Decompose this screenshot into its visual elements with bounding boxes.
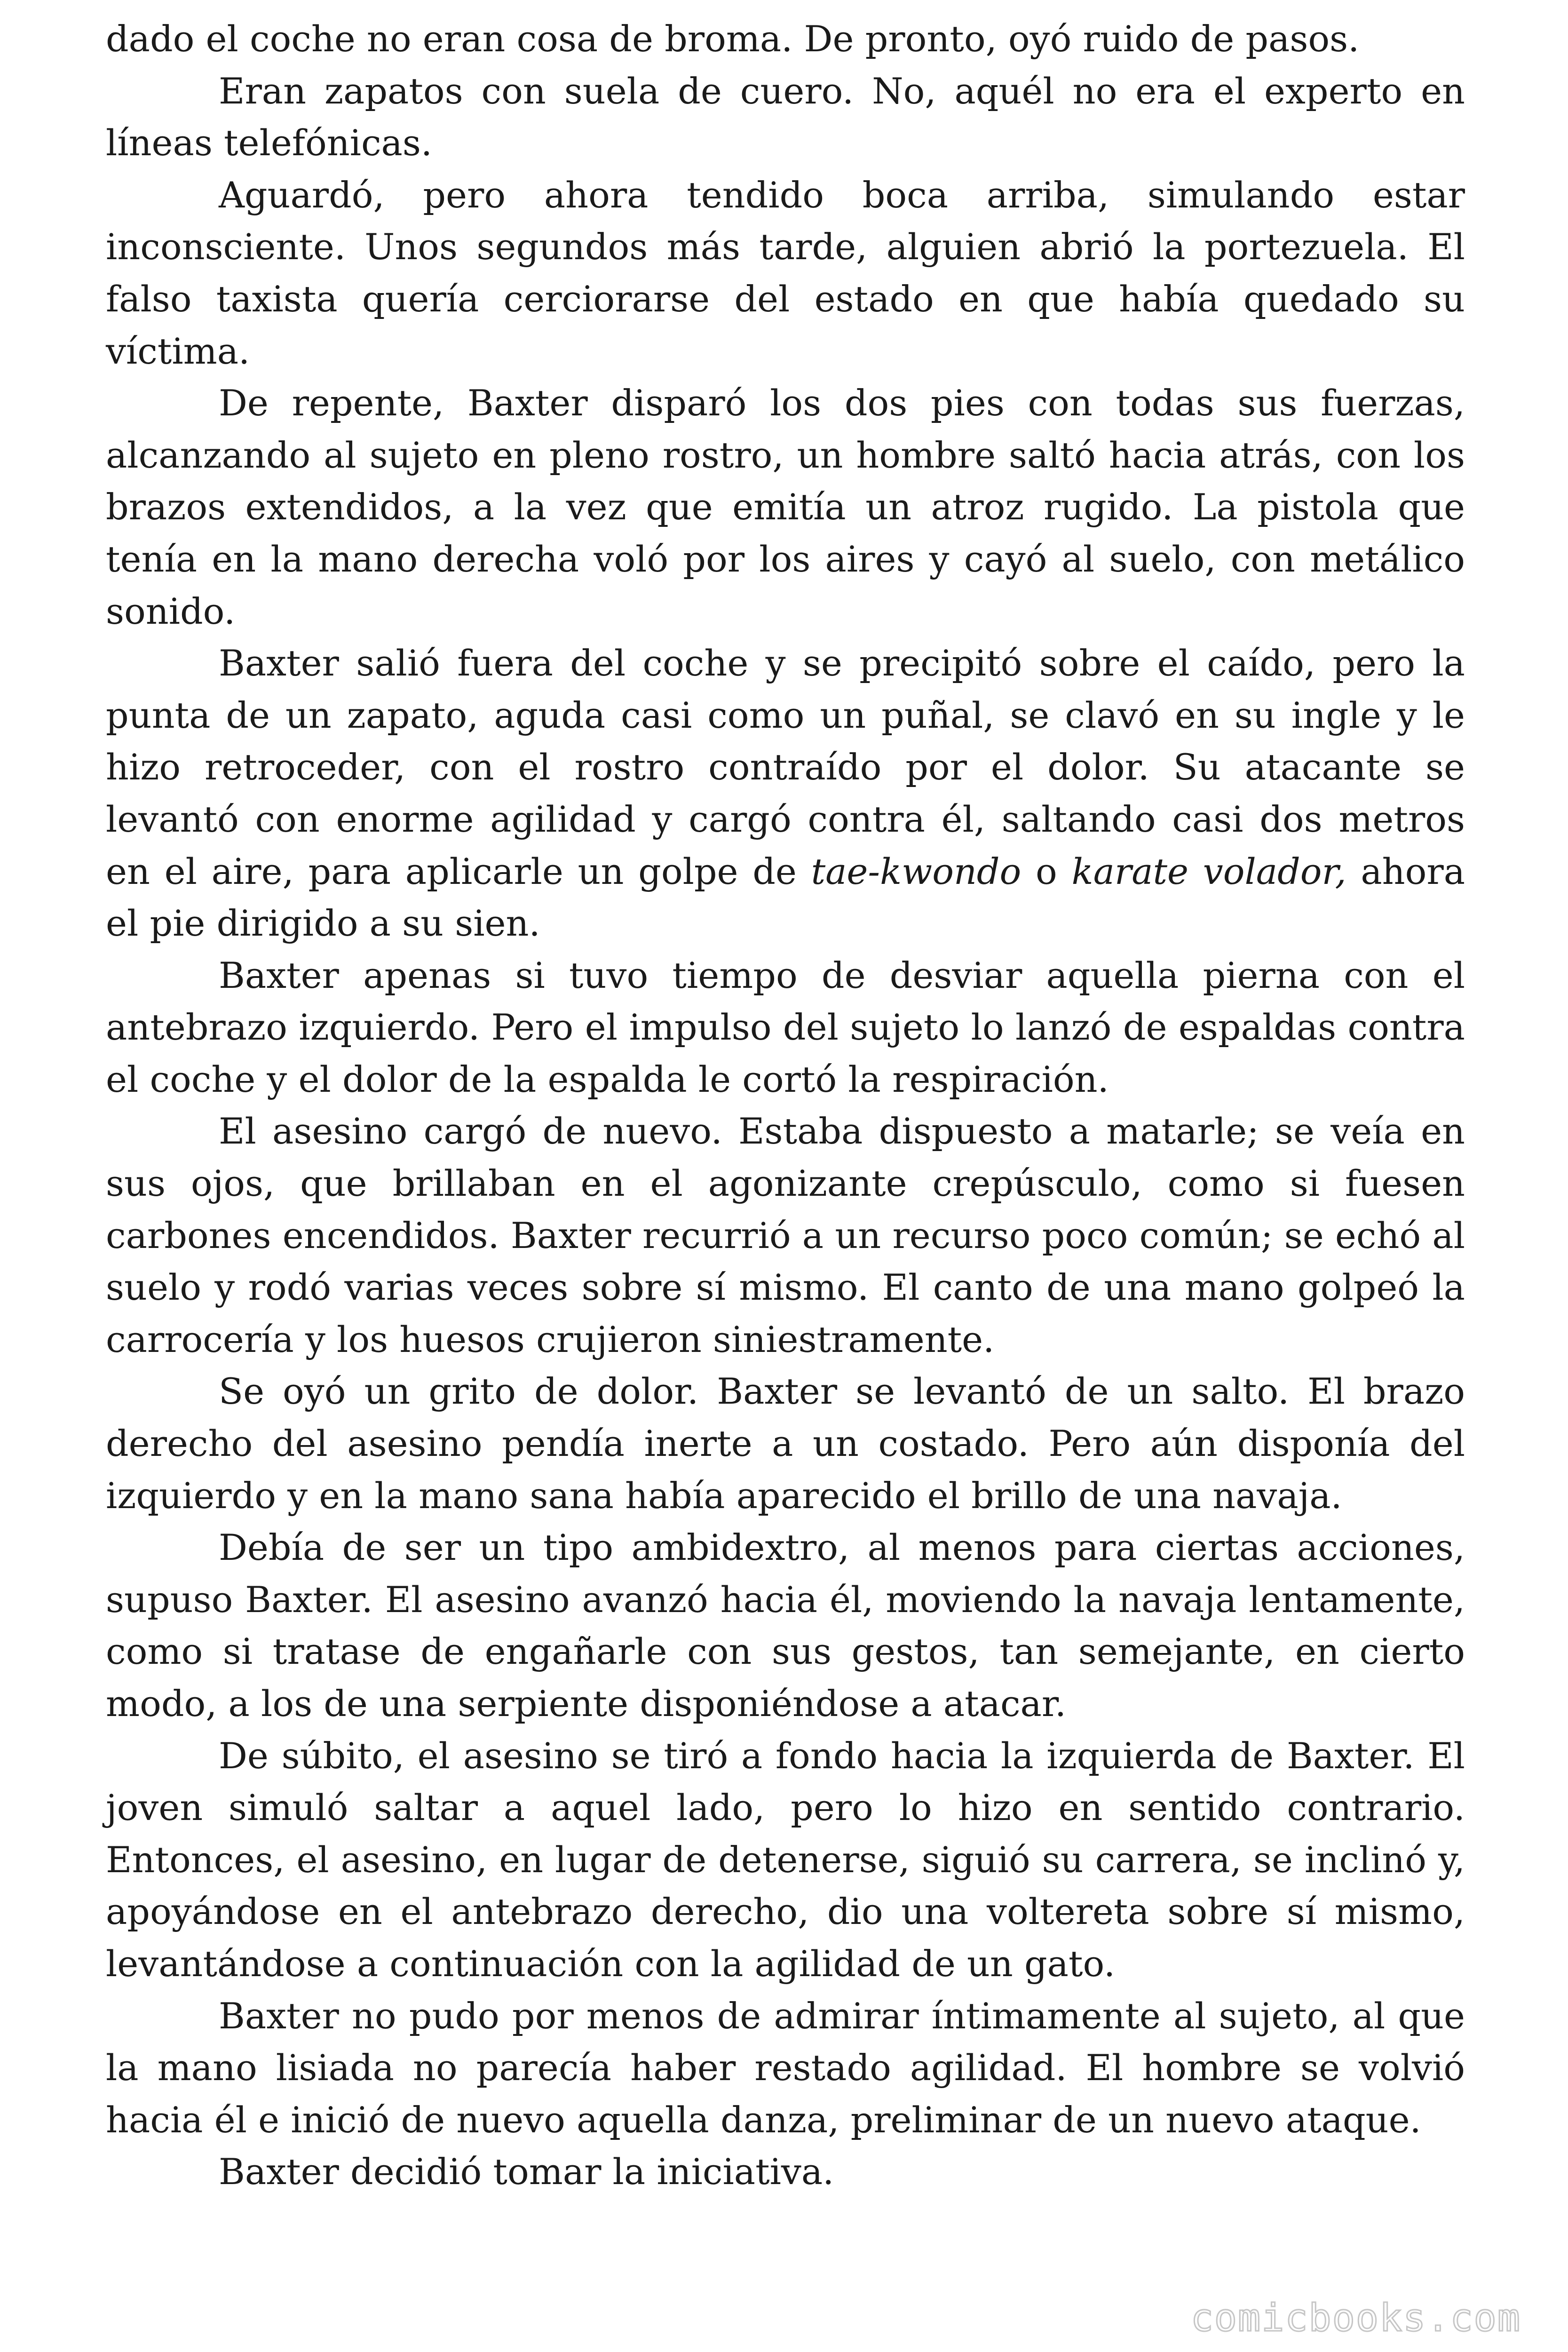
paragraph xyxy=(106,169,1465,377)
text-run: Baxter salió fuera del coche y se precipitó sobre el caído, pero la punta de un zapato, aguda casi como un puñal, se clavó en su ingle y le hizo retroceder, con el rostro contraído por el dolor. Su atacante se levantó con enorme agilidad y cargó contra él, saltando casi dos metros en el aire, para aplicarle un golpe de xyxy=(106,642,1465,892)
text-run: Baxter apenas si tuvo tiempo de desviar aquella pierna con el antebrazo izquierdo. Pero el impulso del sujeto lo lanzó de espaldas contra el coche y el dolor de la espalda le cortó la respiración. xyxy=(106,954,1465,1100)
paragraph xyxy=(106,1730,1465,1990)
text-run: Eran zapatos con suela de cuero. No, aquél no era el experto en líneas telefónicas. xyxy=(106,70,1465,164)
paragraph xyxy=(106,1366,1465,1522)
text-run: Aguardó, pero ahora tendido boca arriba, simulando estar inconsciente. Unos segundos más tarde, alguien abrió la portezuela. El falso taxista quería cerciorarse del estado en que había quedado su víctima. xyxy=(106,174,1465,372)
paragraph xyxy=(106,637,1465,950)
text-run: De repente, Baxter disparó los dos pies con todas sus fuerzas, alcanzando al sujeto en pleno rostro, un hombre saltó hacia atrás, con los brazos extendidos, a la vez que emitía un atroz rugido. La pistola que tenía en la mano derecha voló por los aires y cayó al suelo, con metálico sonido. xyxy=(106,382,1465,632)
paragraph xyxy=(106,1105,1465,1366)
paragraph xyxy=(106,2146,1465,2198)
paragraph xyxy=(106,377,1465,637)
text-run: Baxter no pudo por menos de admirar íntimamente al sujeto, al que la mano lisiada no parecía haber restado agilidad. El hombre se volvió hacia él e inició de nuevo aquella danza, preliminar de un nuevo ataque. xyxy=(106,1994,1465,2141)
paragraph xyxy=(106,1522,1465,1730)
text-run: Debía de ser un tipo ambidextro, al menos para ciertas acciones, supuso Baxter. El asesino avanzó hacia él, moviendo la navaja lentamente, como si tratase de engañarle con sus gestos, tan semejante, en cierto modo, a los de una serpiente disponiéndose a atacar. xyxy=(106,1526,1465,1724)
text-run: dado el coche no eran cosa de broma. De pronto, oyó ruido de pasos. xyxy=(106,18,1360,60)
body-text xyxy=(106,13,1465,2198)
italic-text: karate volador, xyxy=(1071,850,1346,892)
italic-text: tae-kwondo xyxy=(811,850,1022,892)
paragraph xyxy=(106,13,1465,65)
text-run: o xyxy=(1021,850,1072,892)
paragraph xyxy=(106,950,1465,1106)
text-run: Baxter decidió tomar la iniciativa. xyxy=(219,2151,834,2193)
text-run: El asesino cargó de nuevo. Estaba dispuesto a matarle; se veía en sus ojos, que brillaban en el agonizante crepúsculo, como si fuesen carbones encendidos. Baxter recurrió a un recurso poco común; se echó al suelo y rodó varias veces sobre sí mismo. El canto de una mano golpeó la carrocería y los huesos crujieron siniestramente. xyxy=(106,1110,1465,1360)
text-run: Se oyó un grito de dolor. Baxter se levantó de un salto. El brazo derecho del asesino pendía inerte a un costado. Pero aún disponía del izquierdo y en la mano sana había aparecido el brillo de una navaja. xyxy=(106,1370,1465,1517)
text-run: ahora el pie dirigido a su sien. xyxy=(106,850,1465,945)
paragraph xyxy=(106,1990,1465,2146)
text-run: De súbito, el asesino se tiró a fondo hacia la izquierda de Baxter. El joven simuló saltar a aquel lado, pero lo hizo en sentido contrario. Entonces, el asesino, en lugar de detenerse, siguió su carrera, se inclinó y, apoyándose en el antebrazo derecho, dio una voltereta sobre sí mismo, levantándose a continuación con la agilidad de un gato. xyxy=(106,1734,1465,1985)
watermark-logo: comicbooks.com xyxy=(1190,2296,1521,2340)
paragraph xyxy=(106,65,1465,169)
